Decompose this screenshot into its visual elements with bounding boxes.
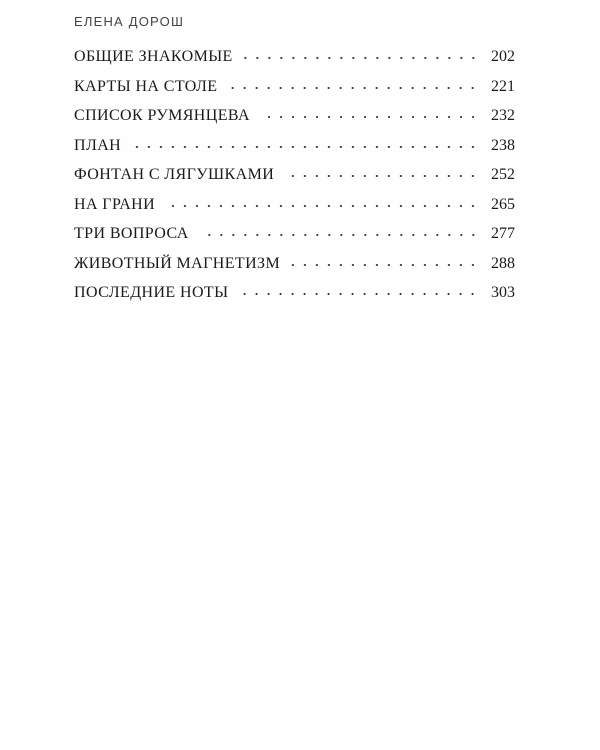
dot-leader (199, 233, 479, 237)
dot-leader (290, 263, 479, 267)
toc-entry-page: 288 (491, 254, 515, 272)
toc-entry-title: КАРТЫ НА СТОЛЕ (74, 77, 218, 95)
toc-entry (74, 166, 515, 196)
toc-entry-title: ЖИВОТНЫЙ МАГНЕТИЗМ (74, 254, 281, 272)
toc-entry-page: 238 (491, 136, 515, 154)
dot-leader (238, 292, 479, 296)
toc-entry-page: 303 (491, 284, 515, 301)
toc-entry-title: НА ГРАНИ (74, 195, 156, 213)
toc-entry-page: 232 (491, 107, 515, 124)
toc-entry (74, 107, 515, 137)
toc-entry-page: 221 (491, 77, 515, 95)
dot-leader (131, 145, 479, 149)
toc-entry (74, 137, 515, 167)
toc-entry (74, 284, 515, 314)
toc-entry (74, 196, 515, 226)
running-head: ЕЛЕНА ДОРОШ (74, 14, 185, 29)
table-of-contents (74, 48, 515, 314)
toc-entry-title: ПОСЛЕДНИЕ НОТЫ (74, 284, 229, 301)
toc-entry-title: ТРИ ВОПРОСА (74, 225, 189, 242)
dot-leader (284, 174, 479, 178)
toc-entry-title: ФОНТАН С ЛЯГУШКАМИ (74, 166, 275, 183)
toc-entry-page: 202 (491, 48, 515, 65)
toc-entry-title: ОБЩИЕ ЗНАКОМЫЕ (74, 48, 233, 65)
toc-entry (74, 48, 515, 78)
toc-entry (74, 255, 515, 285)
dot-leader (260, 115, 479, 119)
toc-entry-page: 265 (491, 195, 515, 213)
dot-leader (165, 204, 479, 208)
toc-entry-title: ПЛАН (74, 136, 122, 154)
toc-entry (74, 78, 515, 108)
toc-entry-title: СПИСОК РУМЯНЦЕВА (74, 107, 250, 124)
dot-leader (227, 86, 479, 90)
toc-entry (74, 225, 515, 255)
toc-entry-page: 277 (491, 225, 515, 242)
toc-entry-page: 252 (491, 166, 515, 183)
dot-leader (243, 56, 479, 60)
